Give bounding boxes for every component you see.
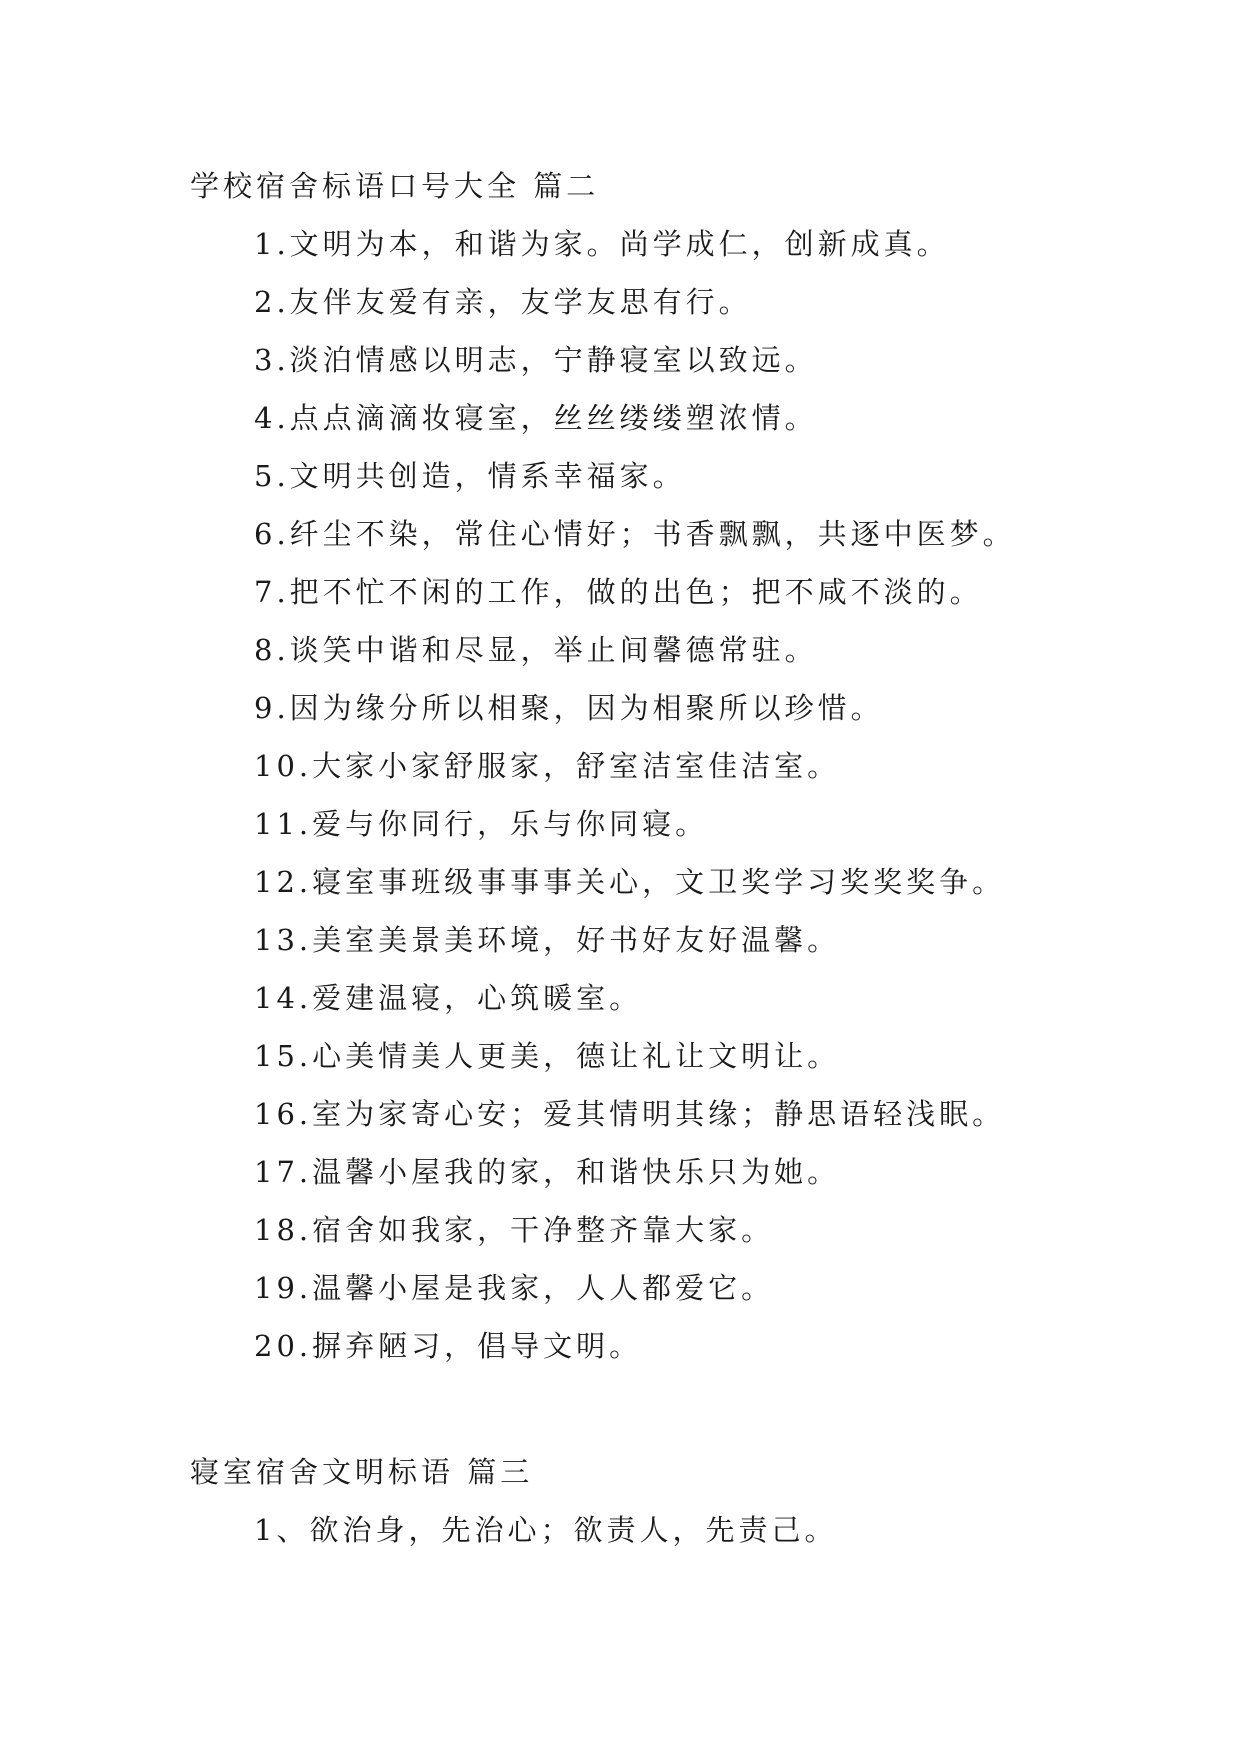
slogan-item: 1.文明为本，和谐为家。尚学成仁，创新成真。 xyxy=(254,227,950,261)
slogan-item: 13.美室美景美环境，好书好友好温馨。 xyxy=(254,923,841,957)
slogan-item: 7.把不忙不闲的工作，做的出色；把不咸不淡的。 xyxy=(254,575,983,609)
slogan-item: 14.爱建温寝，心筑暖室。 xyxy=(254,981,643,1015)
slogan-item: 2.友伴友爱有亲，友学友思有行。 xyxy=(254,285,752,319)
slogan-item: 18.宿舍如我家，干净整齐靠大家。 xyxy=(254,1213,775,1247)
slogan-item: 16.室为家寄心安；爱其情明其缘；静思语轻浅眠。 xyxy=(254,1097,1006,1131)
slogan-item: 20.摒弃陋习，倡导文明。 xyxy=(254,1329,643,1363)
slogan-item: 10.大家小家舒服家，舒室洁室佳洁室。 xyxy=(254,749,841,783)
section-title-3: 寝室宿舍文明标语 篇三 xyxy=(190,1455,534,1489)
section-title-2: 学校宿舍标语口号大全 篇二 xyxy=(190,169,600,203)
slogan-item: 1、欲治身，先治心；欲责人，先责己。 xyxy=(254,1513,838,1547)
slogan-item: 12.寝室事班级事事事关心，文卫奖学习奖奖奖争。 xyxy=(254,865,1006,899)
slogan-item: 3.淡泊情感以明志，宁静寝室以致远。 xyxy=(254,343,818,377)
slogan-item: 15.心美情美人更美，德让礼让文明让。 xyxy=(254,1039,841,1073)
slogan-item: 5.文明共创造，情系幸福家。 xyxy=(254,459,686,493)
slogan-item: 4.点点滴滴妆寝室，丝丝缕缕塑浓情。 xyxy=(254,401,818,435)
slogan-item: 11.爱与你同行，乐与你同寝。 xyxy=(254,807,709,841)
slogan-item: 19.温馨小屋是我家，人人都爱它。 xyxy=(254,1271,775,1305)
slogan-item: 8.谈笑中谐和尽显，举止间馨德常驻。 xyxy=(254,633,818,667)
slogan-item: 6.纤尘不染，常住心情好；书香飘飘，共逐中医梦。 xyxy=(254,517,1016,551)
slogan-item: 17.温馨小屋我的家，和谐快乐只为她。 xyxy=(254,1155,841,1189)
slogan-item: 9.因为缘分所以相聚，因为相聚所以珍惜。 xyxy=(254,691,884,725)
